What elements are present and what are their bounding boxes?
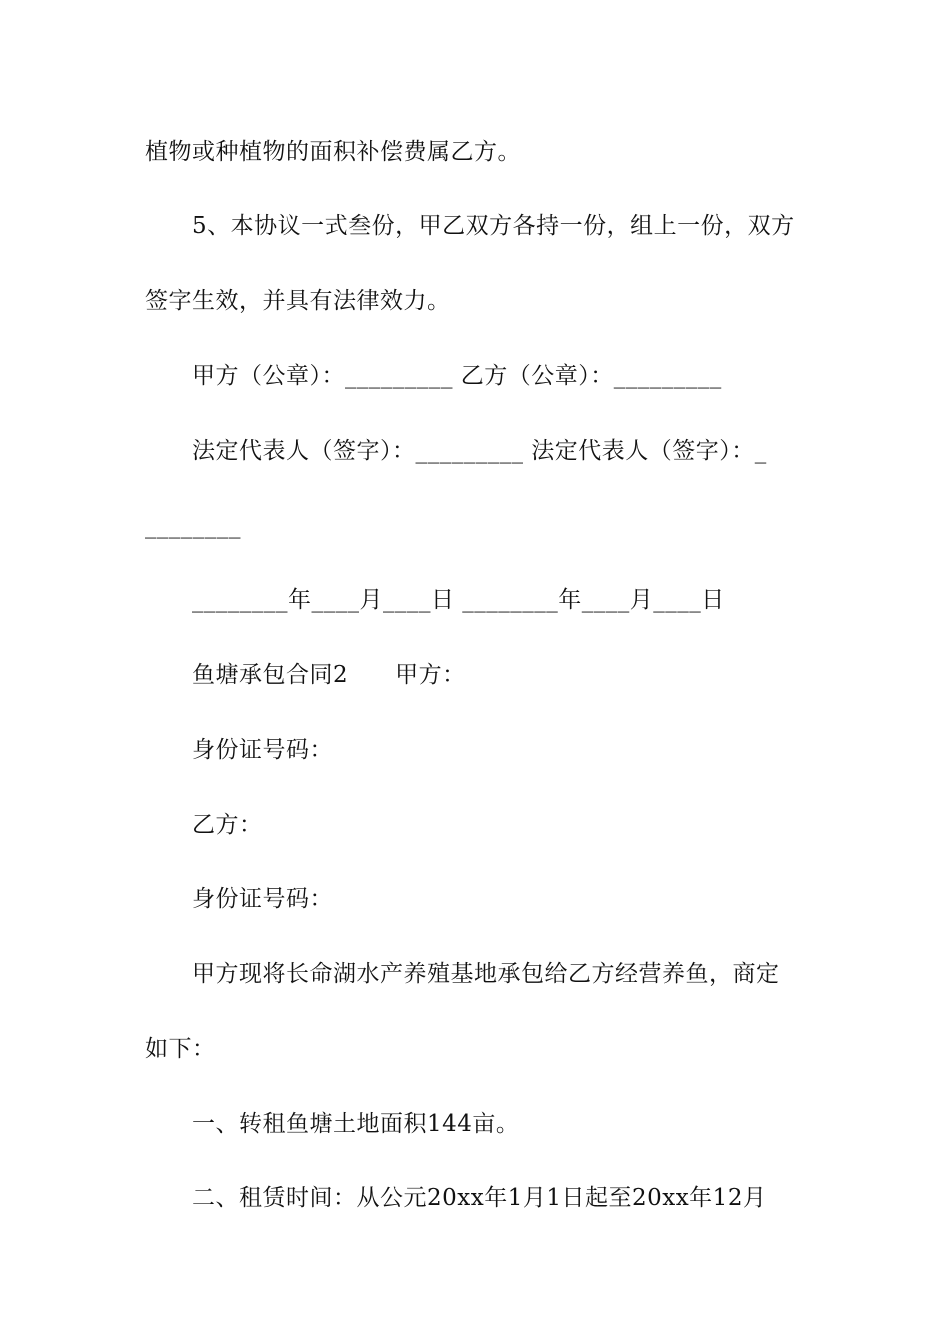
text-line: 签字生效，并具有法律效力。 (145, 288, 451, 314)
text-line: 如下： (145, 1036, 216, 1062)
text-line: 5、本协议一式叁份，甲乙双方各持一份，组上一份，双方 (192, 213, 795, 239)
contract-heading: 鱼塘承包合同2 甲方： (192, 662, 466, 688)
text-line: 身份证号码： (192, 886, 333, 912)
text-line: 一、转租鱼塘土地面积144亩。 (192, 1111, 520, 1137)
date-line: ________年____月____日 ________年____月____日 (192, 587, 725, 613)
text-line: 身份证号码： (192, 737, 333, 763)
signature-line-representative: 法定代表人（签字）：_________ 法定代表人（签字）：_ (192, 438, 767, 464)
text-line: 甲方现将长命湖水产养殖基地承包给乙方经营养鱼，商定 (192, 961, 780, 987)
text-line: 植物或种植物的面积补偿费属乙方。 (145, 139, 521, 165)
signature-line-seal: 甲方（公章）：_________ 乙方（公章）：_________ (192, 363, 722, 389)
text-line: 乙方： (192, 812, 263, 838)
signature-line-continuation: ________ (145, 513, 241, 539)
text-line: 二、租赁时间：从公元20xx年1月1日起至20xx年12月 (192, 1185, 767, 1211)
